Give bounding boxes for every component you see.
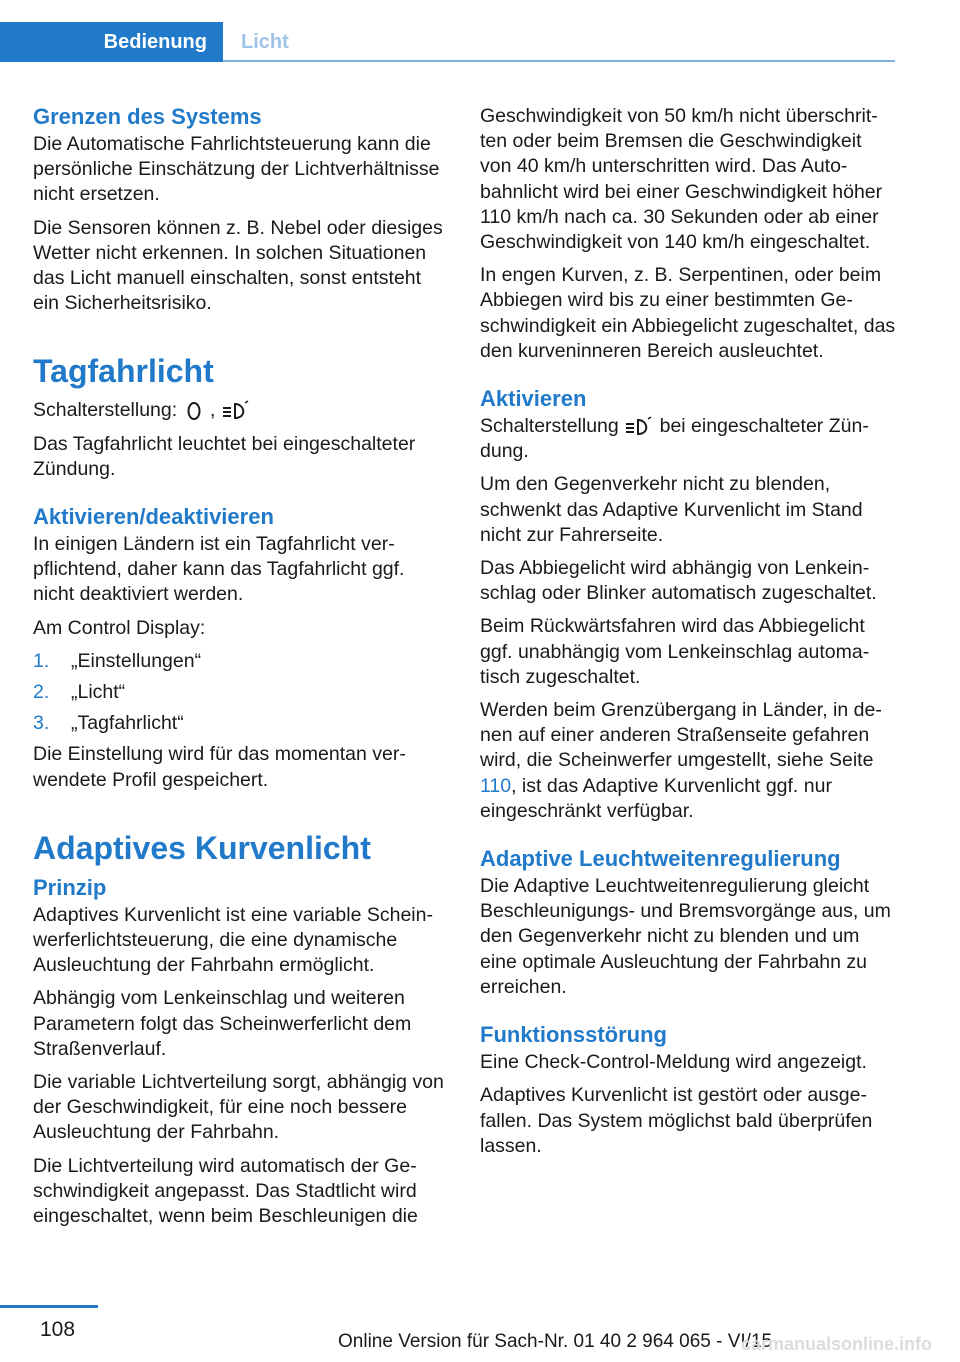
paragraph: In einigen Ländern ist ein Tagfahrlicht verpflichtend, daher kann das Tagfahrlicht ggf. nicht deaktiviert werden. bbox=[33, 533, 405, 606]
section-tab-licht[interactable]: Licht bbox=[241, 30, 289, 53]
paragraph: In engen Kurven, z. B. Serpentinen, oder beim Abbiegen wird bis zu einer bestimmten Geschwindigkeit ein Abbiegelicht zugeschaltet, das den kurveninneren Bereich ausleuchtet. bbox=[480, 264, 896, 362]
page-reference-link[interactable]: 110 bbox=[480, 774, 512, 797]
switch-position-0-icon bbox=[183, 400, 205, 422]
switch-position-line bbox=[480, 414, 898, 464]
paragraph-text: Werden beim Grenzübergang in Länder, in denen auf einer anderen Straßenseite gefahren wird, die Scheinwerfer umgestellt, siehe Seite bbox=[480, 699, 882, 772]
paragraph: Abhängig vom Lenkeinschlag und weiteren Parametern folgt das Scheinwerferlicht dem Straßenverlauf. bbox=[33, 987, 412, 1060]
paragraph: Beim Rückwärtsfahren wird das Abbiegelicht ggf. unabhängig vom Lenkeinschlag automatisch zugeschaltet. bbox=[480, 615, 870, 688]
heading-aktivieren-deaktivieren: Aktivieren/deaktivieren bbox=[33, 504, 274, 530]
paragraph: Am Control Display: bbox=[33, 616, 206, 639]
switch-position-suffix: bei eingeschalteter Zündung. bbox=[480, 415, 869, 463]
paragraph-text: , ist das Adaptive Kurvenlicht ggf. nur eingeschränkt verfügbar. bbox=[480, 774, 832, 822]
section-tab-bedienung[interactable]: Bedienung bbox=[0, 22, 223, 62]
page-number: 108 bbox=[40, 1318, 76, 1341]
step-text: „Licht“ bbox=[71, 681, 126, 704]
page-header bbox=[0, 22, 895, 62]
heading-adaptive-leuchtweitenregulierung: Adaptive Leuchtweitenregulierung bbox=[480, 846, 841, 872]
paragraph: Adaptives Kurvenlicht ist gestört oder ausgefallen. Das System möglichst bald überprüfen lassen. bbox=[480, 1084, 873, 1157]
paragraph: Die Einstellung wird für das momentan verwendete Profil gespeichert. bbox=[33, 743, 406, 791]
list-item bbox=[33, 649, 451, 674]
paragraph: Die variable Lichtverteilung sorgt, abhängig von der Geschwindigkeit, für eine noch bessere Ausleuchtung der Fahrbahn. bbox=[33, 1071, 444, 1144]
footer-divider bbox=[0, 1305, 98, 1308]
heading-funktionsstoerung: Funktionsstörung bbox=[480, 1022, 667, 1048]
heading-grenzen-des-systems: Grenzen des Systems bbox=[33, 104, 262, 129]
paragraph: Die Lichtverteilung wird automatisch der Geschwindigkeit angepasst. Das Stadtlicht wird eingeschaltet, wenn beim Beschleunigen die bbox=[33, 1154, 418, 1228]
paragraph: Die Automatische Fahrlichtsteuerung kann die persönliche Einschätzung der Lichtverhältnisse nicht ersetzen. bbox=[33, 133, 440, 206]
paragraph: Die Adaptive Leuchtweitenregulierung gleicht Beschleunigungs- und Bremsvorgänge aus, um den Gegenverkehr nicht zu blenden und um eine optimale Ausleuchtung der Fahrbahn zu erreichen. bbox=[480, 875, 891, 998]
heading-aktivieren: Aktivieren bbox=[480, 386, 587, 412]
step-number: 3. bbox=[33, 712, 50, 735]
low-beam-auto-icon bbox=[221, 400, 251, 422]
heading-tagfahrlicht: Tagfahrlicht bbox=[33, 353, 214, 390]
low-beam-auto-icon bbox=[624, 416, 654, 438]
paragraph: Eine Check-Control-Meldung wird angezeigt. bbox=[480, 1051, 867, 1074]
step-text: „Tagfahrlicht“ bbox=[71, 712, 184, 735]
list-item bbox=[33, 711, 451, 736]
switch-position-separator: , bbox=[210, 399, 216, 422]
online-version-note: Online Version für Sach-Nr. 01 40 2 964 065 - VI/15 bbox=[338, 1331, 773, 1352]
step-number: 2. bbox=[33, 681, 50, 704]
paragraph: Adaptives Kurvenlicht ist eine variable Scheinwerferlichtsteuerung, die eine dynamische Ausleuchtung der Fahrbahn ermöglicht. bbox=[33, 903, 433, 977]
paragraph: Das Tagfahrlicht leuchtet bei eingeschalteter Zündung. bbox=[33, 432, 416, 480]
paragraph: Die Sensoren können z. B. Nebel oder diesiges Wetter nicht erkennen. In solchen Situationen das Licht manuell einschalten, sonst entsteht ein Sicherheitsrisiko. bbox=[33, 216, 443, 315]
paragraph: Um den Gegenverkehr nicht zu blenden, schwenkt das Adaptive Kurvenlicht im Stand nicht zur Fahrerseite. bbox=[480, 473, 863, 546]
list-item bbox=[33, 680, 451, 705]
switch-position-line bbox=[33, 398, 451, 423]
left-column bbox=[33, 104, 451, 1237]
paragraph: Geschwindigkeit von 50 km/h nicht überschritten oder beim Bremsen die Geschwindigkeit von 40 km/h unterschritten wird. Das Autobahnlicht wird bei einer Geschwindigkeit höher 110 km/h nach ca. 30 Sekunden oder ab einer Geschwindigkeit von 140 km/h eingeschaltet. bbox=[480, 105, 883, 254]
paragraph: Das Abbiegelicht wird abhängig von Lenkeinschlag oder Blinker automatisch zugeschaltet. bbox=[480, 557, 877, 605]
heading-prinzip: Prinzip bbox=[33, 874, 107, 900]
heading-adaptives-kurvenlicht: Adaptives Kurvenlicht bbox=[33, 829, 371, 866]
right-column bbox=[480, 104, 898, 1167]
watermark: carmanualsonline.info bbox=[740, 1334, 932, 1354]
header-divider bbox=[223, 60, 895, 62]
step-text: „Einstellungen“ bbox=[71, 649, 202, 672]
paragraph-with-link bbox=[480, 698, 898, 824]
step-number: 1. bbox=[33, 649, 50, 672]
switch-position-label: Schalterstellung bbox=[480, 415, 619, 438]
switch-position-label: Schalterstellung: bbox=[33, 399, 178, 422]
steps-list bbox=[33, 649, 451, 737]
